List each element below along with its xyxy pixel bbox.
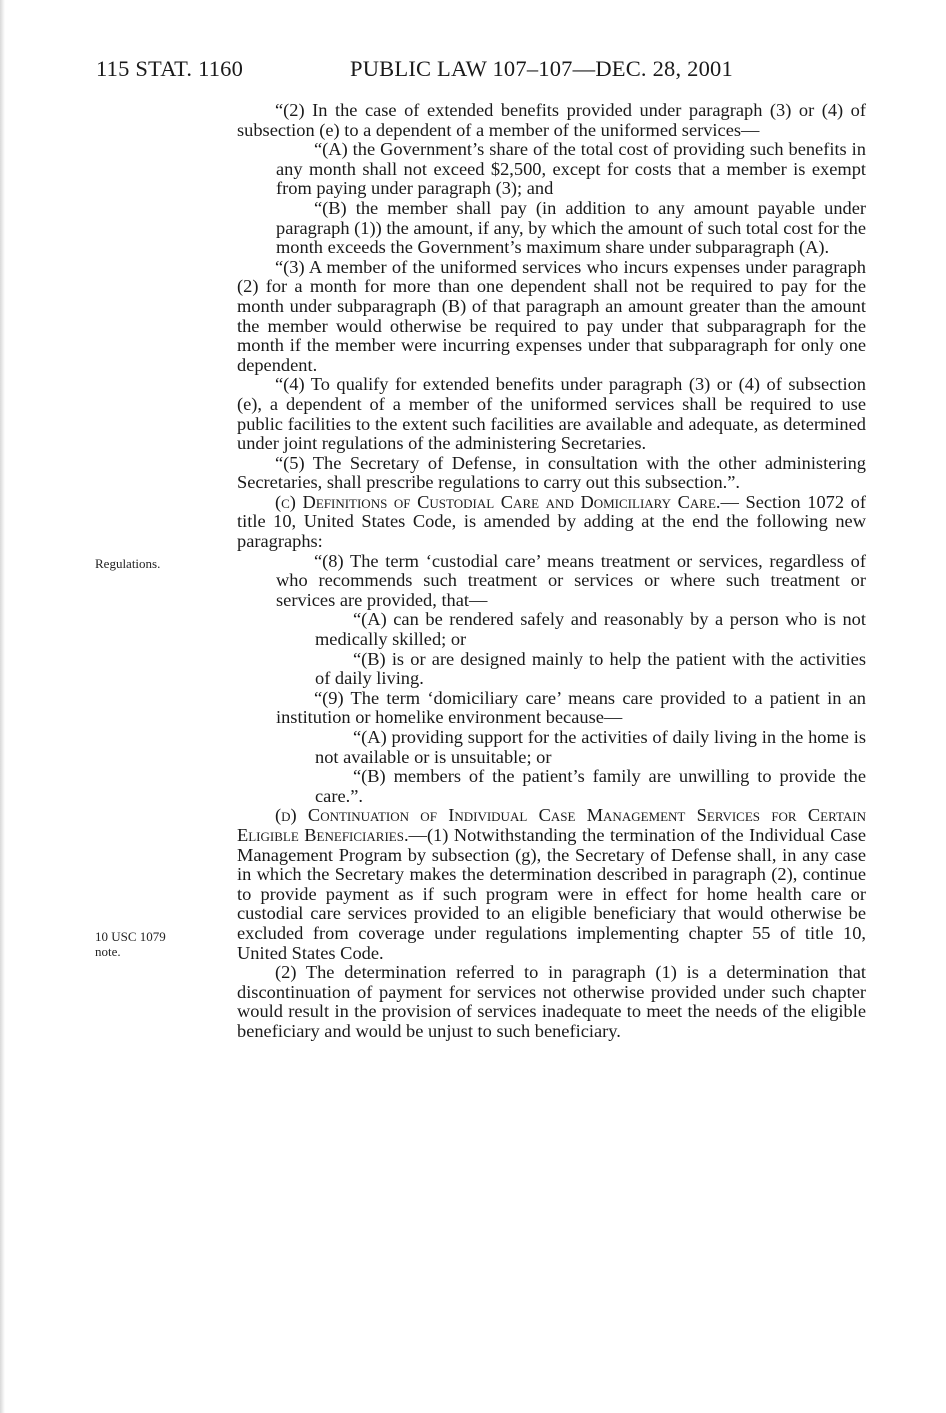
paragraph-5: “(5) The Secretary of Defense, in consultation with the other administering Secretaries, shall prescribe regulations to carry out this subsection.”. — [237, 452, 866, 493]
margin-note-regulations — [95, 556, 215, 571]
subparagraph-8-b: “(B) is or are designed mainly to help the patient with the activities of daily living. — [315, 648, 866, 689]
scan-edge-shadow — [0, 0, 5, 1413]
body-text — [237, 101, 866, 1042]
subsection-d-heading: (d) Continuation of Individual Case Management Services for Certain Eligible Beneficiaries.— — [237, 805, 866, 845]
margin-note-usc-line2: note. — [95, 944, 121, 959]
margin-note-regulations-text: Regulations. — [95, 556, 161, 571]
running-head — [96, 56, 776, 86]
paragraph-3: “(3) A member of the uniformed services who incurs expenses under paragraph (2) for a month for more than one dependent shall not be required to pay for the month under subparagraph (B) of that paragraph an amount greater than the amount the member would otherwise be required to pay under that subparagraph for the month if the member were incurring expenses under that subparagraph for only one dependent. — [237, 256, 866, 375]
subparagraph-9-a: “(A) providing support for the activities of daily living in the home is not available or is unsuitable; or — [315, 727, 866, 767]
paragraph-2: “(2) In the case of extended benefits provided under paragraph (3) or (4) of subsection (e) to a dependent of a member of the uniformed services— — [237, 100, 866, 140]
paragraph-4: “(4) To qualify for extended benefits under paragraph (3) or (4) of subsection (e), a dependent of a member of the uniformed services shall be required to use public facilities to the extent such facilities are available and adequate, as determined under joint regulations of the administering Secretaries. — [237, 374, 866, 454]
subparagraph-9-b: “(B) members of the patient’s family are unwilling to provide the care.”. — [315, 766, 866, 806]
subsection-c-text: Section 1072 of title 10, United States Code, is amended by adding at the end the following new paragraphs: — [237, 491, 866, 552]
subsection-c-heading: (c) Definitions of Custodial Care and Domiciliary Care.— — [275, 491, 739, 512]
paragraph-8-custodial-care: “(8) The term ‘custodial care’ means treatment or services, regardless of who recommends such treatment or services or where such treatment or services are provided, that— — [276, 550, 866, 610]
subsection-d-paragraph-2: (2) The determination referred to in paragraph (1) is a determination that discontinuation of payment for services not otherwise provided under such chapter would result in the provision of services inadequate to meet the needs of the eligible beneficiary and would be unjust to such beneficiary. — [237, 962, 866, 1041]
stat-citation: 115 STAT. 1160 — [96, 56, 244, 81]
margin-note-usc-line1: 10 USC 1079 — [95, 929, 166, 944]
subparagraph-8-a: “(A) can be rendered safely and reasonably by a person who is not medically skilled; or — [315, 609, 866, 650]
margin-note-usc-reference — [95, 929, 215, 959]
subparagraph-2-a: “(A) the Government’s share of the total cost of providing such benefits in any month shall not exceed $2,500, except for costs that a member is exempt from paying under paragraph (3); and — [276, 139, 866, 199]
subsection-d — [237, 806, 866, 963]
paragraph-9-domiciliary-care: “(9) The term ‘domiciliary care’ means care provided to a patient in an institution or homelike environment because— — [276, 687, 866, 728]
subsection-c — [237, 493, 866, 552]
subparagraph-2-b: “(B) the member shall pay (in addition to any amount payable under paragraph (1)) the amount, if any, by which the amount of such total cost for the month exceeds the Government’s maximum share under subparagraph (A). — [276, 197, 866, 258]
law-citation: PUBLIC LAW 107–107—DEC. 28, 2001 — [350, 56, 733, 81]
subsection-d-text: (1) Notwithstanding the termination of the Individual Case Management Program by subsection (g), the Secretary of Defense shall, in any case in which the Secretary makes the determination described in paragraph (2), continue to provide payment as if such program were in effect for home health care or custodial care services provided to an eligible beneficiary that would otherwise be excluded from coverage under regulations implementing chapter 55 of title 10, United States Code. — [237, 824, 866, 963]
